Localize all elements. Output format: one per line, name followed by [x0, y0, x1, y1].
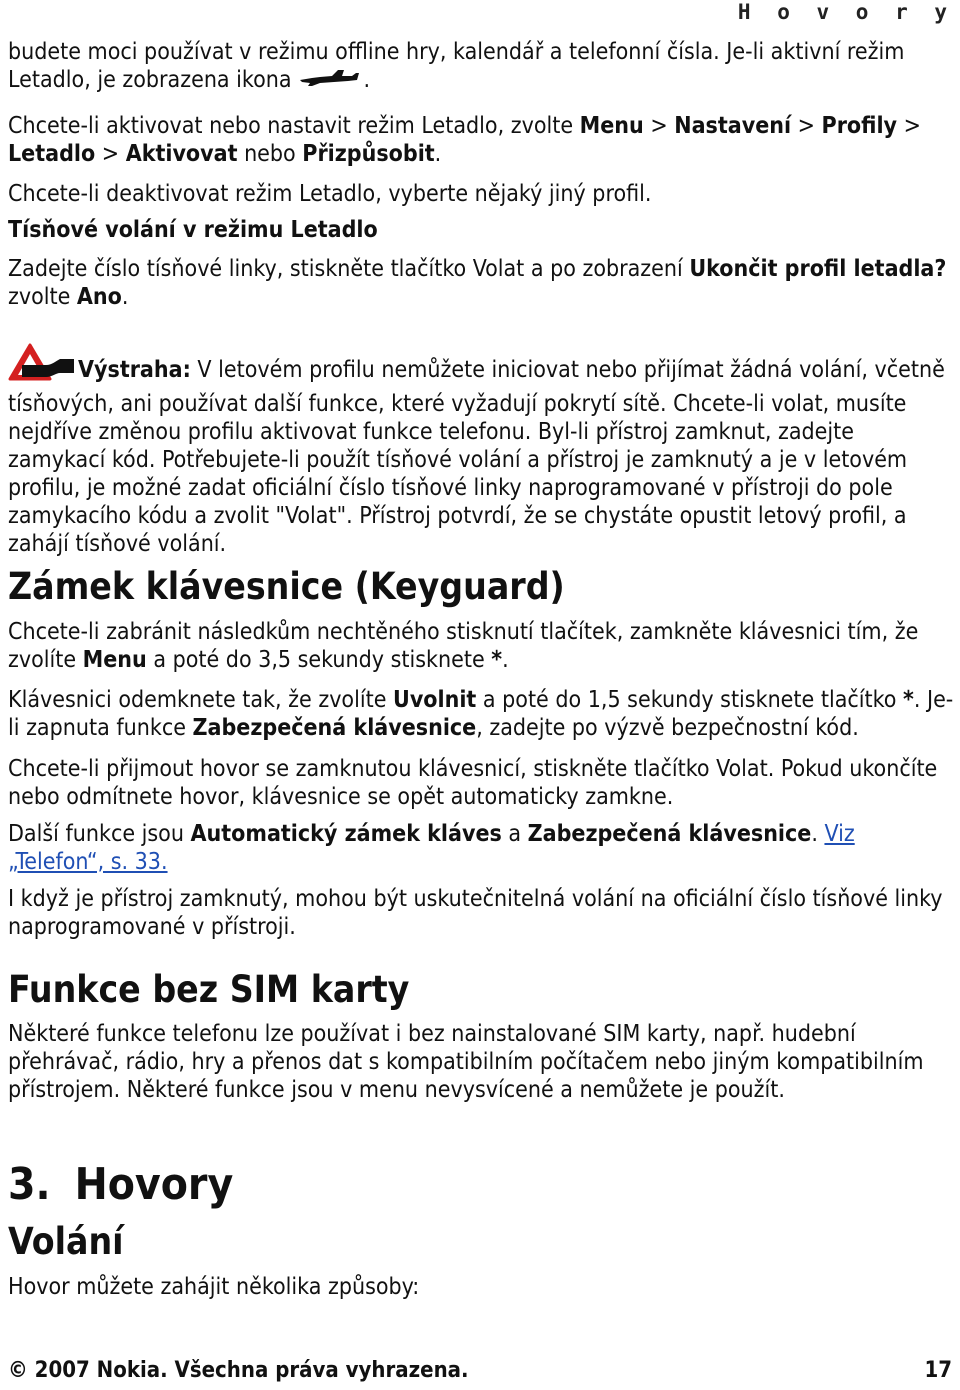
- activate-paragraph: [8, 112, 954, 168]
- keyguard-p1-pre: Chcete-li zabránit následkům nechtěného stisknutí tlačítek, zamkněte klávesnici tím, že zvolíte: [8, 619, 919, 673]
- uvolnit-term: Uvolnit: [393, 687, 477, 713]
- activate-pre: Chcete-li aktivovat nebo nastavit režim Letadlo, zvolte: [8, 113, 580, 139]
- emergency-mid: zvolte: [8, 284, 77, 310]
- keyguard-p2: [8, 686, 954, 742]
- secure-keypad-term: Zabezpečená klávesnice: [192, 715, 477, 741]
- intro-paragraph: [8, 38, 954, 96]
- sep: >: [791, 113, 822, 139]
- keyguard-p2-mid: a poté do 1,5 sekundy stisknete tlačítko: [476, 687, 903, 713]
- period: .: [121, 284, 129, 310]
- calling-paragraph: Hovor můžete zahájit několika způsoby:: [8, 1274, 420, 1300]
- end-profile-prompt: Ukončit profil letadla?: [689, 256, 947, 282]
- letadlo-term: Letadlo: [8, 141, 96, 167]
- keyguard-p4-pre: Další funkce jsou: [8, 821, 191, 847]
- secure-keypad-term: Zabezpečená klávesnice: [527, 821, 812, 847]
- keyguard-p1-mid: a poté do 3,5 sekundy stisknete: [146, 647, 492, 673]
- menu-term: Menu: [579, 113, 644, 139]
- running-header: H o v o r y: [737, 0, 954, 24]
- chapter-heading: [8, 1160, 233, 1210]
- keyguard-p2-pre: Klávesnici odemknete tak, že zvolíte: [8, 687, 394, 713]
- menu-term: Menu: [82, 647, 147, 673]
- keyguard-p2-mid2: . Je-li zapnuta funkce: [8, 687, 954, 741]
- intro-text: budete moci používat v režimu offline hry, kalendář a telefonní čísla. Je-li aktivní režim Letadlo, je zobrazena ikona: [8, 39, 905, 93]
- page-number: 17: [924, 1358, 952, 1383]
- sep: >: [897, 113, 921, 139]
- keyguard-p5: I když je přístroj zamknutý, mohou být uskutečnitelná volání na oficiální číslo tísňové linky naprogramované v přístroji.: [8, 886, 943, 940]
- nosim-heading: Funkce bez SIM karty: [8, 968, 410, 1011]
- auto-lock-term: Automatický zámek kláves: [190, 821, 502, 847]
- chapter-number: 3.: [8, 1159, 51, 1210]
- star-key: *: [903, 687, 914, 713]
- telefon-link[interactable]: Viz „Telefon“, s. 33.: [8, 821, 855, 875]
- aktivovat-term: Aktivovat: [125, 141, 238, 167]
- ano-term: Ano: [76, 284, 122, 310]
- period: .: [434, 141, 442, 167]
- nebo-text: nebo: [237, 141, 303, 167]
- and-text: a: [501, 821, 528, 847]
- chapter-title: Hovory: [74, 1159, 234, 1210]
- prizpusobit-term: Přizpůsobit: [302, 141, 435, 167]
- sep: >: [95, 141, 126, 167]
- keyguard-p2-end: , zadejte po výzvě bezpečnostní kód.: [476, 715, 859, 741]
- airplane-icon: [298, 68, 360, 96]
- warning-icon: [8, 343, 76, 390]
- period: .: [502, 647, 509, 673]
- keyguard-p3: Chcete-li přijmout hovor se zamknutou klávesnicí, stiskněte tlačítko Volat. Pokud ukončíte nebo odmítnete hovor, klávesnice se opět automaticky zamkne.: [8, 756, 938, 810]
- intro-end: .: [363, 67, 371, 93]
- emergency-paragraph: [8, 255, 954, 311]
- nosim-paragraph: Některé funkce telefonu lze používat i bez nainstalované SIM karty, např. hudební přehrávač, rádio, hry a přenos dat s kompatibilním počítačem nebo jiným kompatibilním přístrojem. Některé funkce jsou v menu nevysvícené a nemůžete je použít.: [8, 1021, 924, 1103]
- warning-text: V letovém profilu nemůžete iniciovat nebo přijímat žádná volání, včetně tísňových, ani používat další funkce, které vyžadují pokrytí sítě. Chcete-li volat, musíte nejdříve změnou profilu aktivovat funkce telefonu. Byl-li přístroj zamknut, zadejte zamykací kód. Potřebujete-li použít tísňové volání a přístroj je zamknutý a je v letovém profilu, je možné zadat oficiální číslo tísňové linky naprogramované v přístroji do pole zamykacího kódu a zvolit "Volat". Přístroj potvrdí, že se chystáte opustit letový profil, a zahájí tísňové volání.: [8, 357, 945, 557]
- warning-label: Výstraha:: [78, 357, 191, 383]
- keyguard-p4: [8, 820, 954, 876]
- sep: >: [643, 113, 675, 139]
- keyguard-p1: [8, 618, 954, 674]
- section-heading: Volání: [8, 1220, 124, 1263]
- warning-paragraph: [8, 343, 954, 558]
- star-key: *: [491, 647, 503, 673]
- copyright: © 2007 Nokia. Všechna práva vyhrazena.: [8, 1358, 469, 1383]
- profily-term: Profily: [821, 113, 898, 139]
- keyguard-heading: Zámek klávesnice (Keyguard): [8, 565, 565, 608]
- emergency-heading: Tísňové volání v režimu Letadlo: [8, 217, 378, 243]
- nastaveni-term: Nastavení: [674, 113, 792, 139]
- deactivate-paragraph: Chcete-li deaktivovat režim Letadlo, vyberte nějaký jiný profil.: [8, 181, 652, 207]
- emergency-pre: Zadejte číslo tísňové linky, stiskněte tlačítko Volat a po zobrazení: [8, 256, 690, 282]
- period: .: [811, 821, 825, 847]
